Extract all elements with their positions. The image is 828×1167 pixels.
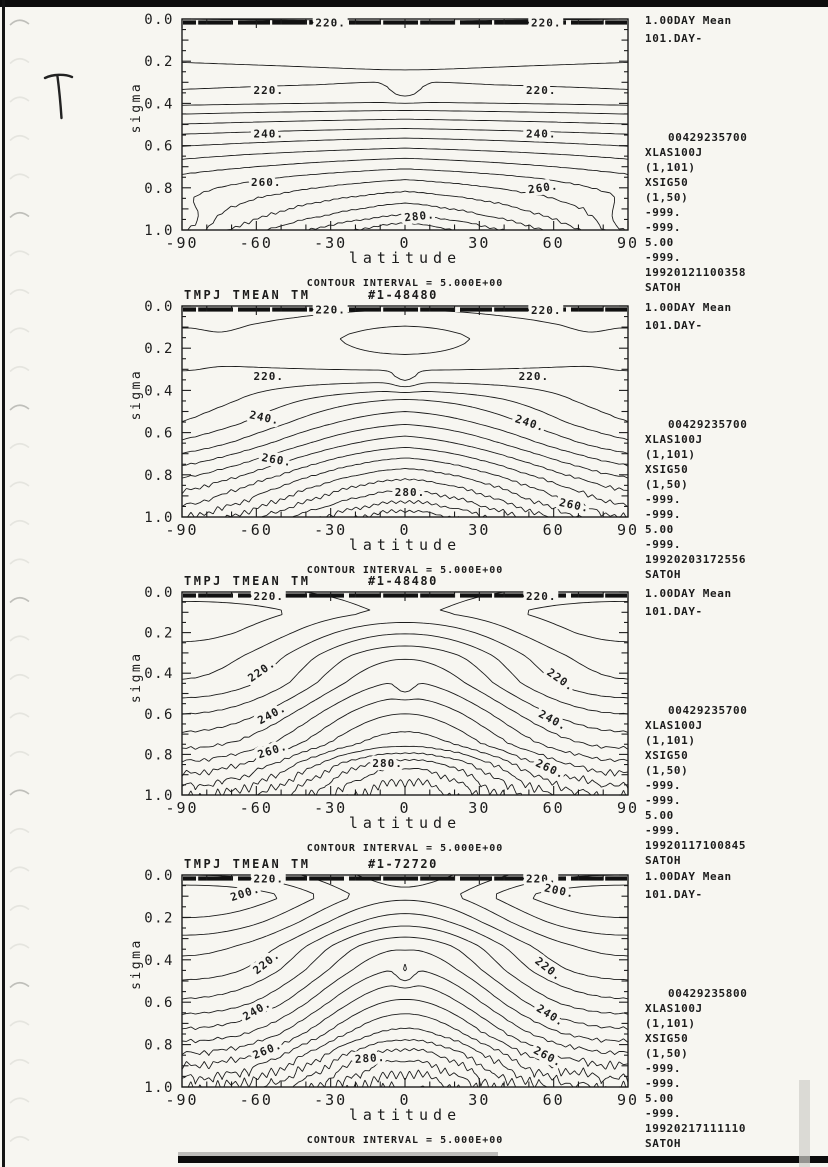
y-tick-label: 0.0 xyxy=(144,12,174,28)
y-tick-label: 0.2 xyxy=(144,910,174,927)
x-tick-label: -90 xyxy=(165,234,199,252)
y-tick-label: 0.2 xyxy=(144,341,174,358)
contour-label: 220. xyxy=(253,589,284,603)
right-info-line: 00429235700 xyxy=(668,131,748,144)
right-info-block xyxy=(645,986,747,1151)
x-tick-label: -30 xyxy=(314,799,348,817)
x-tick-label: 0 xyxy=(399,799,411,817)
right-info-line: 5.00 xyxy=(645,236,674,249)
right-info-line: -999. xyxy=(645,1107,682,1120)
contour-panel-3 xyxy=(129,585,639,832)
x-tick-label: 90 xyxy=(616,234,640,252)
contour-label: 260. xyxy=(533,756,567,782)
hatch-gap xyxy=(492,593,494,598)
right-info-block xyxy=(645,703,747,868)
right-info-line: XLAS100J xyxy=(645,1002,703,1015)
hatch-gap xyxy=(233,876,238,881)
hatch-gap xyxy=(566,20,571,25)
hatch-gap xyxy=(381,307,383,312)
y-tick-label: 0.8 xyxy=(144,467,174,484)
contour-label: 240. xyxy=(248,408,281,428)
contour-label: 220. xyxy=(526,84,557,98)
hatch-gap xyxy=(492,20,494,25)
x-tick-label: 0 xyxy=(399,1091,411,1109)
contour-label: 260. xyxy=(557,495,591,516)
right-info-line: 00429235700 xyxy=(668,704,748,717)
right-info-line: (1,101) xyxy=(645,1017,696,1030)
contour-interval-note: CONTOUR INTERVAL = 5.000E+00 xyxy=(306,1135,504,1146)
right-header-block xyxy=(645,299,732,334)
right-info-line: (1,101) xyxy=(645,161,696,174)
hatch-gap xyxy=(307,20,309,25)
right-info-line: -999. xyxy=(645,779,682,792)
y-axis-label: sigma xyxy=(129,368,144,421)
x-axis-label: latitude xyxy=(348,814,462,832)
contour-interval-note: CONTOUR INTERVAL = 5.000E+00 xyxy=(306,565,504,576)
x-tick-label: 0 xyxy=(399,521,411,539)
y-tick-label: 0.0 xyxy=(144,868,174,884)
x-tick-label: 30 xyxy=(468,521,491,539)
right-header-block xyxy=(645,12,732,47)
contour-label: 220. xyxy=(544,665,577,694)
contour-label: 280. xyxy=(372,757,403,771)
contour-label: 220. xyxy=(250,948,283,978)
hatch-gap xyxy=(196,593,198,598)
right-header-line: 101.DAY- xyxy=(645,887,703,901)
right-header-line: 101.DAY- xyxy=(645,604,703,618)
hatch-gap xyxy=(492,876,494,881)
right-info-line: -999. xyxy=(645,824,682,837)
contour-label: 220. xyxy=(315,16,346,30)
contour-interval-note: CONTOUR INTERVAL = 5.000E+00 xyxy=(306,843,504,854)
right-info-line: 19920121100358 xyxy=(645,266,747,279)
hatch-gap xyxy=(344,876,349,881)
scan-smudge-right xyxy=(799,1080,810,1167)
contour-label: 240. xyxy=(526,127,557,141)
right-info-line: SATOH xyxy=(645,1137,682,1150)
x-tick-label: -30 xyxy=(314,234,348,252)
axis-frame xyxy=(182,872,628,1087)
contour-label: 200. xyxy=(228,882,262,905)
hatch-gap xyxy=(455,307,460,312)
hatch-gap xyxy=(492,307,494,312)
y-tick-label: 0.8 xyxy=(144,1037,174,1054)
contour-label: 220. xyxy=(253,370,284,384)
y-tick-label: 0.4 xyxy=(144,96,174,113)
panel-plot-id: #1-48480 xyxy=(368,288,438,302)
x-tick-label: 60 xyxy=(542,234,565,252)
hatch-gap xyxy=(344,593,349,598)
y-tick-label: 0.2 xyxy=(144,54,174,71)
right-info-line: XSIG50 xyxy=(645,1032,689,1045)
panel-title: TMPJ TMEAN TM xyxy=(184,288,311,302)
contour-label: 240. xyxy=(513,412,547,435)
hatch-gap xyxy=(418,20,420,25)
contour-label: 200. xyxy=(543,881,576,901)
contour-label: 280. xyxy=(394,486,426,500)
hatch-gap xyxy=(233,20,238,25)
contour-panel-1 xyxy=(129,12,639,267)
right-info-line: -999. xyxy=(645,1077,682,1090)
x-tick-label: 60 xyxy=(542,1091,565,1109)
contour-label: 220. xyxy=(526,589,557,603)
contour-label: 220. xyxy=(315,303,346,317)
hatch-gap xyxy=(381,876,383,881)
x-tick-label: -90 xyxy=(165,799,199,817)
x-tick-label: -60 xyxy=(239,234,273,252)
contour-label: 240. xyxy=(536,707,570,734)
right-header-line: 1.00DAY Mean xyxy=(645,14,732,27)
x-tick-label: -30 xyxy=(314,1091,348,1109)
contour-lines xyxy=(182,589,628,795)
contour-lines xyxy=(182,872,628,1087)
hatch-gap xyxy=(196,20,198,25)
hatch-gap xyxy=(418,307,420,312)
hatch-gap xyxy=(233,307,238,312)
y-tick-label: 0.4 xyxy=(144,952,174,969)
contour-label: 220. xyxy=(530,16,562,30)
contour-label: 260. xyxy=(256,739,290,762)
axis-ticks xyxy=(182,19,628,230)
y-tick-label: 0.8 xyxy=(144,180,174,197)
hatch-gap xyxy=(270,307,272,312)
right-header-line: 1.00DAY Mean xyxy=(645,301,732,314)
right-info-block xyxy=(645,417,747,582)
right-info-line: -999. xyxy=(645,493,682,506)
panel-title: TMPJ TMEAN TM xyxy=(184,857,311,871)
y-tick-label: 1.0 xyxy=(144,510,174,526)
contour-label: 220. xyxy=(518,370,550,384)
right-info-line: -999. xyxy=(645,251,682,264)
contour-lines xyxy=(182,19,628,230)
right-info-line: -999. xyxy=(645,206,682,219)
hatch-gap xyxy=(307,876,309,881)
contour-label: 240. xyxy=(240,996,274,1024)
right-info-line: -999. xyxy=(645,1062,682,1075)
x-axis-label: latitude xyxy=(348,1106,462,1124)
y-tick-label: 1.0 xyxy=(144,223,174,239)
x-tick-label: -60 xyxy=(239,799,273,817)
right-info-line: 5.00 xyxy=(645,809,674,822)
x-tick-label: 90 xyxy=(616,521,640,539)
y-tick-label: 0.0 xyxy=(144,299,174,315)
y-tick-label: 1.0 xyxy=(144,788,174,804)
hatch-gap xyxy=(566,307,571,312)
right-header-line: 101.DAY- xyxy=(645,31,703,45)
y-tick-label: 0.8 xyxy=(144,747,174,764)
right-info-line: XSIG50 xyxy=(645,749,689,762)
right-info-line: SATOH xyxy=(645,854,682,867)
contour-panel-2 xyxy=(129,299,639,554)
right-info-line: XLAS100J xyxy=(645,433,703,446)
hatch-gap xyxy=(307,307,309,312)
x-tick-label: -90 xyxy=(165,521,199,539)
hatch-gap xyxy=(418,876,420,881)
x-tick-label: 0 xyxy=(399,234,411,252)
x-tick-label: -30 xyxy=(314,521,348,539)
y-axis-label: sigma xyxy=(129,81,144,134)
y-tick-label: 0.6 xyxy=(144,995,174,1012)
right-info-line: 00429235700 xyxy=(668,418,748,431)
y-tick-label: 0.6 xyxy=(144,706,174,723)
contour-panel-4 xyxy=(129,868,639,1124)
right-info-line: 19920217111110 xyxy=(645,1122,747,1135)
y-tick-label: 0.0 xyxy=(144,585,174,601)
y-tick-label: 1.0 xyxy=(144,1080,174,1096)
y-tick-label: 0.6 xyxy=(144,425,174,442)
right-info-line: (1,50) xyxy=(645,478,689,491)
right-info-line: (1,101) xyxy=(645,734,696,747)
hatch-gap xyxy=(270,20,272,25)
x-tick-label: 90 xyxy=(616,799,640,817)
y-axis-label: sigma xyxy=(129,651,144,704)
x-tick-label: -60 xyxy=(239,521,273,539)
right-info-line: -999. xyxy=(645,538,682,551)
contour-label: 220. xyxy=(245,656,278,685)
axis-ticks xyxy=(182,872,628,1087)
scan-edge-bottom xyxy=(178,1156,828,1163)
contour-label: 240. xyxy=(255,701,289,728)
hatch-gap xyxy=(418,593,420,598)
x-tick-label: 60 xyxy=(542,521,565,539)
x-tick-label: -60 xyxy=(239,1091,273,1109)
contour-label: 240. xyxy=(534,1001,567,1030)
contour-label: 260. xyxy=(260,451,293,470)
contour-interval-note: CONTOUR INTERVAL = 5.000E+00 xyxy=(306,278,504,289)
right-info-line: XLAS100J xyxy=(645,719,703,732)
right-info-block xyxy=(645,130,747,295)
right-header-block xyxy=(645,585,732,620)
y-axis-label: sigma xyxy=(129,938,144,990)
right-header-line: 101.DAY- xyxy=(645,318,703,332)
x-tick-label: 90 xyxy=(616,1091,640,1109)
y-tick-label: 0.6 xyxy=(144,138,174,155)
contour-label: 280. xyxy=(403,208,436,225)
right-info-line: (1,50) xyxy=(645,191,689,204)
contour-label: 220. xyxy=(532,954,565,984)
right-info-line: SATOH xyxy=(645,568,682,581)
hatch-gap xyxy=(566,876,571,881)
x-tick-label: 60 xyxy=(542,799,565,817)
right-info-line: (1,50) xyxy=(645,764,689,777)
x-axis-label: latitude xyxy=(348,536,462,554)
hatch-gap xyxy=(196,876,198,881)
right-info-line: 19920117100845 xyxy=(645,839,747,852)
right-info-line: 00429235800 xyxy=(668,987,748,1000)
contour-label: 220. xyxy=(253,84,284,98)
contour-label: 260. xyxy=(531,1043,565,1070)
contour-label: 240. xyxy=(253,127,284,141)
right-info-line: 5.00 xyxy=(645,1092,674,1105)
contour-label: 220. xyxy=(526,872,557,886)
right-info-line: XLAS100J xyxy=(645,146,703,159)
right-header-block xyxy=(645,868,732,903)
hatch-gap xyxy=(455,593,460,598)
axis-frame xyxy=(182,19,628,230)
x-axis-label: latitude xyxy=(348,249,462,267)
panel-title: TMPJ TMEAN TM xyxy=(184,574,311,588)
right-header-line: 1.00DAY Mean xyxy=(645,587,732,600)
panel-plot-id: #1-48480 xyxy=(368,574,438,588)
hatch-gap xyxy=(233,593,238,598)
contour-label: 260. xyxy=(250,1038,284,1062)
right-info-line: SATOH xyxy=(645,281,682,294)
x-tick-label: 30 xyxy=(468,234,491,252)
y-tick-label: 0.2 xyxy=(144,625,174,642)
hatch-gap xyxy=(307,593,309,598)
y-tick-label: 0.4 xyxy=(144,666,174,683)
contour-label: 280. xyxy=(354,1050,386,1066)
hatch-gap xyxy=(381,20,383,25)
contour-label: 220. xyxy=(253,872,284,886)
contour-label: 260. xyxy=(250,176,282,190)
right-info-line: -999. xyxy=(645,221,682,234)
y-tick-label: 0.4 xyxy=(144,383,174,400)
right-header-line: 1.00DAY Mean xyxy=(645,870,732,883)
right-info-line: -999. xyxy=(645,508,682,521)
right-info-line: (1,101) xyxy=(645,448,696,461)
hatch-gap xyxy=(566,593,571,598)
hatch-gap xyxy=(455,20,460,25)
x-tick-label: 30 xyxy=(468,1091,491,1109)
x-tick-label: 30 xyxy=(468,799,491,817)
right-info-line: 5.00 xyxy=(645,523,674,536)
right-info-line: XSIG50 xyxy=(645,176,689,189)
panel-plot-id: #1-72720 xyxy=(368,857,438,871)
hatch-gap xyxy=(196,307,198,312)
hatch-gap xyxy=(381,593,383,598)
contour-label: 220. xyxy=(530,304,562,318)
x-tick-label: -90 xyxy=(165,1091,199,1109)
right-info-line: (1,50) xyxy=(645,1047,689,1060)
right-info-line: -999. xyxy=(645,794,682,807)
right-info-line: XSIG50 xyxy=(645,463,689,476)
hatch-gap xyxy=(455,876,460,881)
right-info-line: 19920203172556 xyxy=(645,553,747,566)
contour-label: 260. xyxy=(527,179,560,197)
